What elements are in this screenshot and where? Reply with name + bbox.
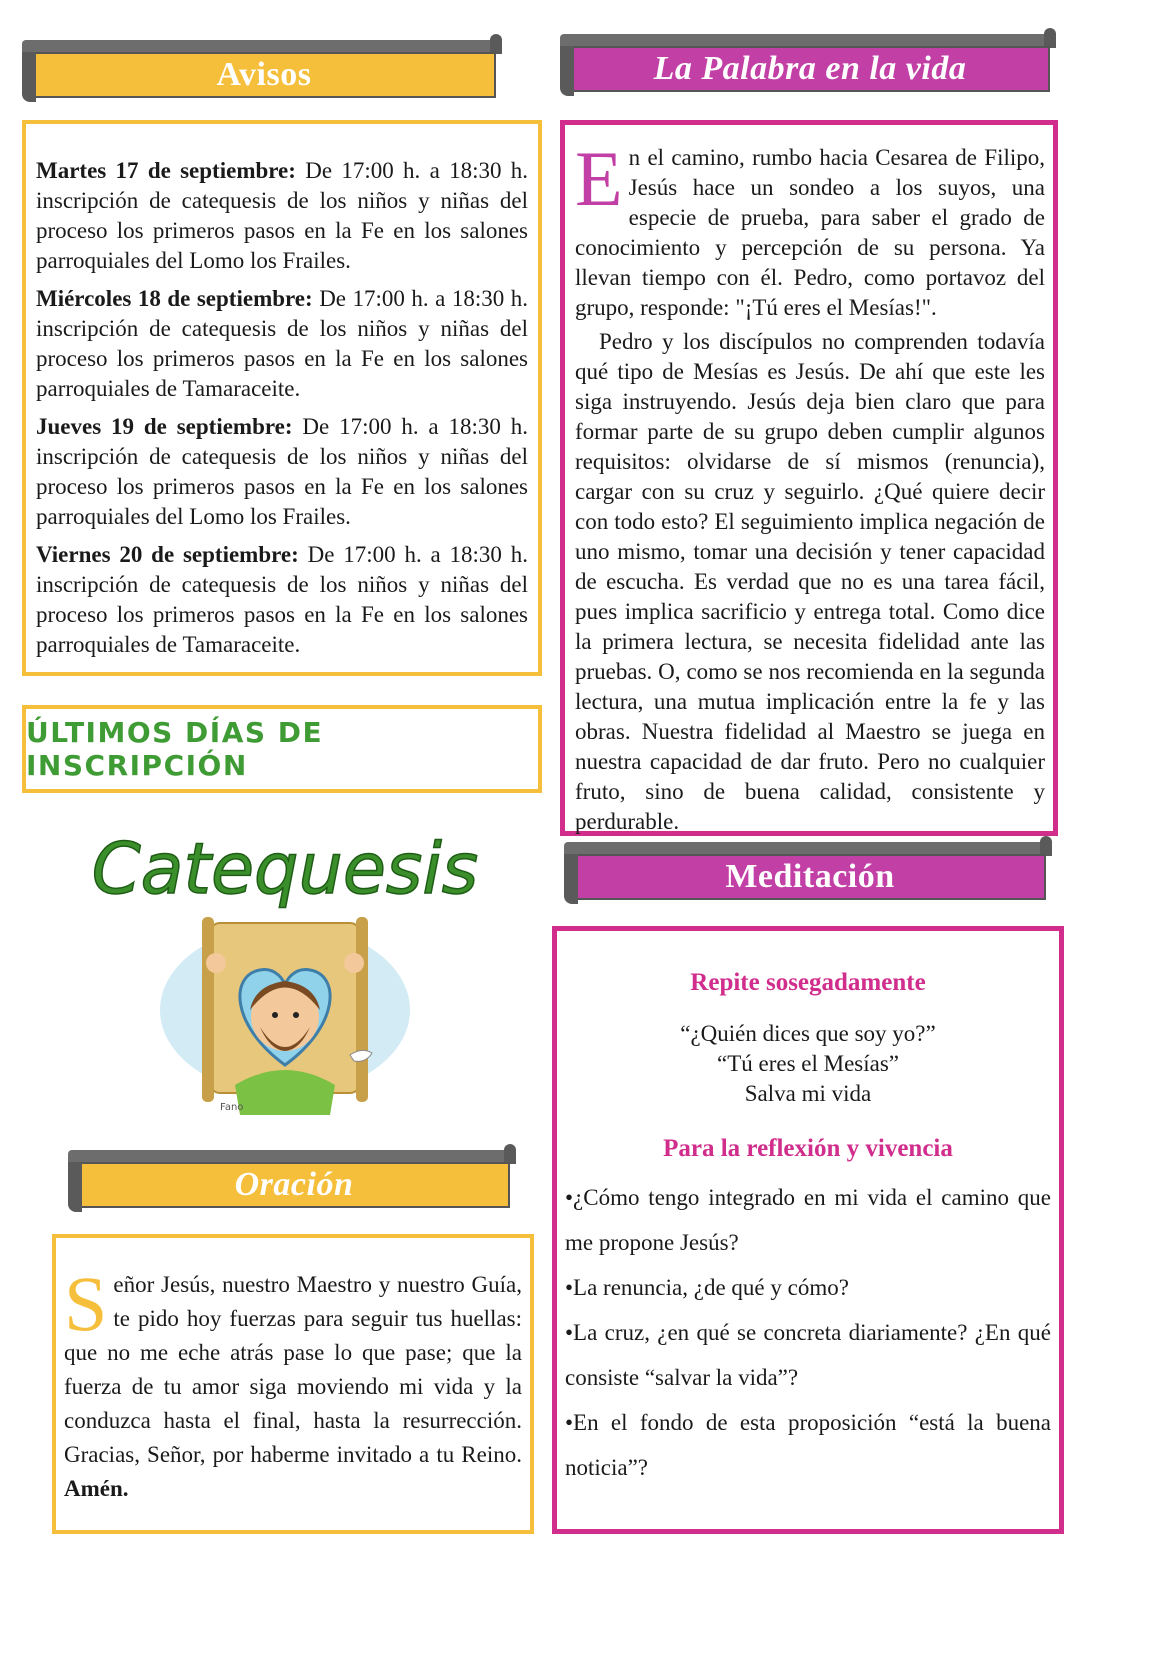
oracion-closing: Amén. (64, 1476, 129, 1501)
oracion-box (52, 1234, 534, 1534)
meditacion-title: Meditación (725, 858, 895, 895)
reflection-question: •En el fondo de esta proposición “está la buena noticia”? (565, 1410, 1051, 1480)
aviso-item: Jueves 19 de septiembre: De 17:00 h. a 18:30 h. inscripción de catequesis de los niños y niñas del proceso los primeros pasos en la Fe en los salones parroquiales del Lomo los Frailes. (36, 414, 528, 529)
palabra-paragraph-2: Pedro y los discípulos no comprenden todavía qué tipo de Mesías es Jesús. De ahí que este les siga instruyendo. Jesús deja bien claro que para formar parte de su grupo deben cumplir algunos requisitos: olvidarse de sí mismos (renuncia), cargar con su cruz y seguirlo. ¿Qué quiere decir con todo esto? El seguimiento implica negación de uno mismo, tomar una decisión y tener capacidad de escucha. Es verdad que no es una tarea fácil, pues implica sacrificio y entrega total. Como dice la primera lectura, se necesita fidelidad ante las pruebas. O, como se nos recomienda en la segunda lectura, una mutua implicación entre la fe y las obras. Nuestra fidelidad al Maestro se juega en nuestra capacidad de dar fruto. Pero no cualquier fruto, sino de buena calidad, consistente y perdurable. (575, 329, 1045, 834)
meditacion-banner (564, 842, 1052, 904)
avisos-banner (22, 40, 502, 102)
quote-line: “¿Quién dices que soy yo?” (680, 1021, 936, 1046)
aviso-item: Viernes 20 de septiembre: De 17:00 h. a 18:30 h. inscripción de catequesis de los niños y niñas del proceso los primeros pasos en la Fe en los salones parroquiales de Tamaraceite. (36, 542, 528, 657)
reflection-question: •¿Cómo tengo integrado en mi vida el camino que me propone Jesús? (565, 1185, 1051, 1255)
palabra-paragraph-1: En el camino, rumbo hacia Cesarea de Filipo, Jesús hace un sondeo a los suyos, una especie de prueba, para saber el grado de conocimiento y percepción de su persona. Ya llevan tiempo con él. Pedro, como portavoz del grupo, responde: "¡Tú eres el Mesías!". (575, 135, 1045, 320)
catequesis-logo-text: Catequesis (91, 828, 479, 910)
meditacion-heading-1: Repite sosegadamente (690, 969, 926, 996)
oracion-title: Oración (234, 1166, 354, 1203)
aviso-item: Martes 17 de septiembre: De 17:00 h. a 18:30 h. inscripción de catequesis de los niños y niñas del proceso los primeros pasos en la Fe en los salones parroquiales del Lomo los Frailes. (36, 158, 528, 273)
quote-line: Salva mi vida (744, 1081, 872, 1106)
palabra-dropcap: E (575, 135, 623, 222)
meditacion-heading-2: Para la reflexión y vivencia (663, 1135, 953, 1162)
inscripcion-box (22, 705, 542, 793)
meditacion-box (552, 926, 1064, 1534)
catequesis-illustration (91, 805, 479, 1125)
reflection-question: •La cruz, ¿en qué se concreta diariamente? ¿En qué consiste “salvar la vida”? (565, 1320, 1051, 1390)
avisos-title: Avisos (216, 56, 312, 93)
oracion-dropcap: S (64, 1260, 108, 1347)
oracion-text: Señor Jesús, nuestro Maestro y nuestro Guía, te pido hoy fuerzas para seguir tus huellas: que no me eche atrás pase lo que pase; que la fuerza de tu amor siga moviendo mi vida y la conduzca hasta el final, hasta la resurrección. Gracias, Señor, por haberme invitado a tu Reino. Amén. (64, 1260, 522, 1501)
avisos-box (22, 120, 542, 676)
palabra-banner (560, 34, 1056, 96)
inscripcion-text: ÚLTIMOS DÍAS DE INSCRIPCIÓN (26, 716, 324, 782)
reflection-question: •La renuncia, ¿de qué y cómo? (565, 1275, 849, 1300)
aviso-item: Miércoles 18 de septiembre: De 17:00 h. a 18:30 h. inscripción de catequesis de los niños y niñas del proceso los primeros pasos en la Fe en los salones parroquiales de Tamaraceite. (36, 286, 528, 401)
quote-line: “Tú eres el Mesías” (716, 1051, 899, 1076)
catequesis-logo (91, 805, 479, 1125)
catequesis-signature: Fano (220, 1102, 244, 1113)
palabra-title: La Palabra en la vida (653, 50, 967, 87)
oracion-banner (68, 1150, 516, 1212)
palabra-box (560, 120, 1058, 836)
